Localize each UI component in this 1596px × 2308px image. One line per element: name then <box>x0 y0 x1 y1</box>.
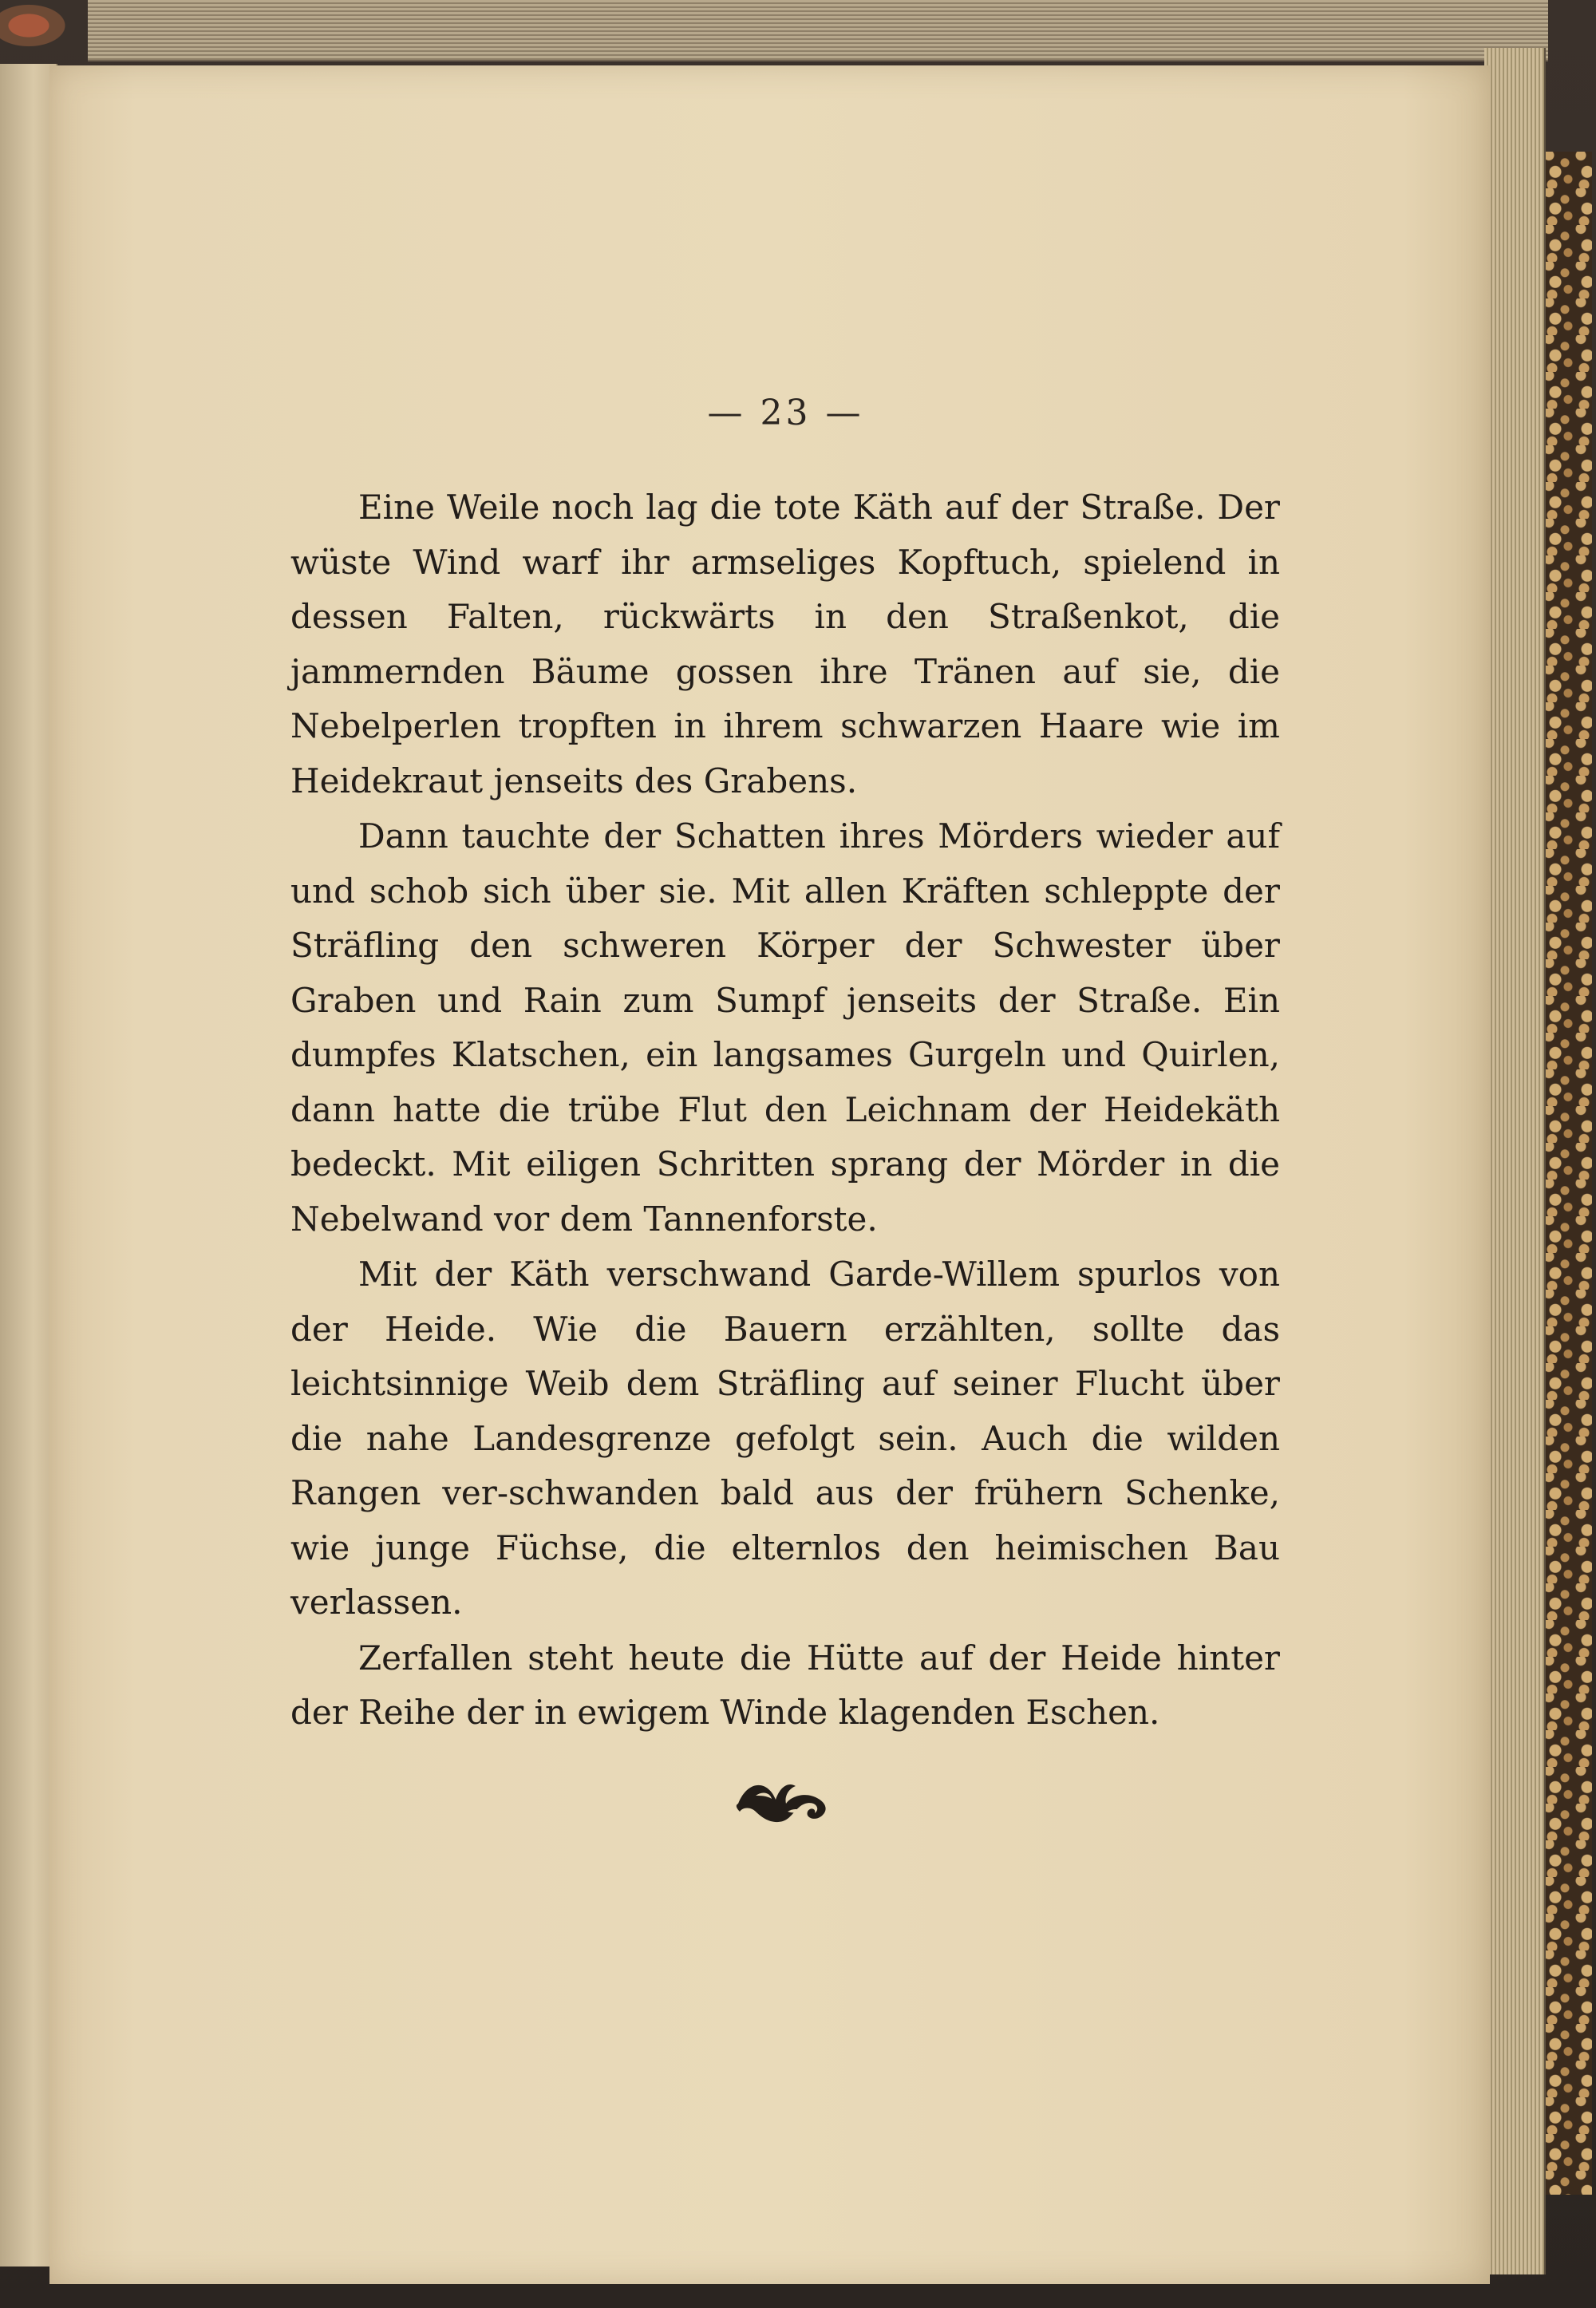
paragraph-4: Zerfallen steht heute die Hütte auf der Heide hinter der Reihe der in ewigem Winde klagenden Eschen. <box>290 1638 1280 1732</box>
paragraph-1: Eine Weile noch lag die tote Käth auf der Straße. Der wüste Wind warf ihr armseliges Kopftuch, spielend in dessen Falten, rückwärts in den Straßenkot, die jammernden Bäume gossen ihre Tränen auf sie, die Nebelperlen tropften in ihrem schwarzen Haare wie im Heidekraut jenseits des Grabens. <box>290 488 1280 800</box>
paragraph-2: Dann tauchte der Schatten ihres Mörders wieder auf und schob sich über sie. Mit allen Kräften schleppte der Sträfling den schweren Körper der Schwester über Graben und Rain zum Sumpf jenseits der Straße. Ein dumpfes Klatschen, ein langsames Gurgeln und Quirlen, dann hatte die trübe Flut den Leichnam der Heidekäth bedeckt. Mit eiligen Schritten sprang der Mörder in die Nebelwand vor dem Tannenforste. <box>290 816 1280 1239</box>
book-cover-edge <box>1540 152 1592 2195</box>
page-stack-top-edge <box>88 0 1548 61</box>
body-text <box>290 480 1280 1741</box>
binding-corner <box>0 0 96 64</box>
page-stack-right-edge <box>1484 48 1546 2274</box>
fleuron-ornament-icon <box>732 1772 836 1836</box>
paragraph-3: Mit der Käth verschwand Garde-Willem spurlos von der Heide. Wie die Bauern erzählten, sollte das leichtsinnige Weib dem Sträfling auf seiner Flucht über die nahe Landesgrenze gefolgt sein. Auch die wilden Rangen ver-schwanden bald aus der frühern Schenke, wie junge Füchse, die elternlos den heimischen Bau verlassen. <box>290 1255 1280 1622</box>
book-page <box>49 65 1490 2284</box>
page-number: — 23 — <box>707 393 864 433</box>
